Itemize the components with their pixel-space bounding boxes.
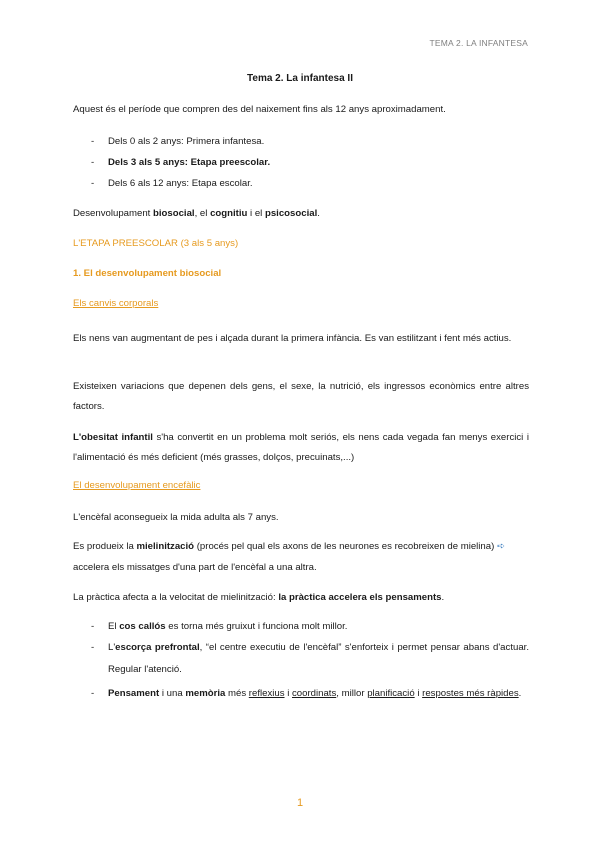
list-bullet: - — [91, 157, 95, 168]
paragraph-practice: La pràctica afecta a la velocitat de mielinització: la pràctica accelera els pensaments. — [73, 592, 445, 603]
paragraph-growth: Els nens van augmentant de pes i alçada durant la primera infància. Es van estilitzant i fent més actius. — [73, 333, 512, 344]
paragraph-brain-size: L'encèfal aconsegueix la mida adulta als 7 anys. — [73, 512, 279, 523]
stage-item-3: Dels 6 als 12 anys: Etapa escolar. — [108, 178, 253, 189]
bullet-corpus-callosum: El cos callós es torna més gruixut i funciona molt millor. — [108, 621, 348, 632]
section-heading: L'ETAPA PREESCOLAR (3 als 5 anys) — [73, 238, 239, 249]
list-bullet: - — [91, 688, 95, 699]
paragraph-variations: Existeixen variacions que depenen dels gens, el sexe, la nutrició, els ingressos econòmics entre altres factors. — [73, 381, 529, 412]
stage-item-2: Dels 3 als 5 anys: Etapa preescolar. — [108, 157, 271, 168]
list-bullet: - — [91, 642, 95, 653]
list-bullet: - — [91, 136, 95, 147]
heading-brain-development: El desenvolupament encefàlic — [73, 480, 201, 491]
list-bullet: - — [91, 178, 95, 189]
bullet-prefrontal-cortex: L'escorça prefrontal, “el centre executiu de l'encèfal” s'enforteix i permet pensar abans d'actuar. Regular l'atenció. — [108, 642, 529, 675]
stage-item-1: Dels 0 als 2 anys: Primera infantesa. — [108, 136, 265, 147]
page-title: Tema 2. La infantesa II — [247, 73, 353, 84]
arrow-icon: ➪ — [496, 541, 506, 552]
page-number: 1 — [296, 797, 304, 809]
running-header: TEMA 2. LA INFANTESA — [429, 38, 528, 48]
development-paragraph: Desenvolupament biosocial, el cognitiu i el psicosocial. — [73, 208, 320, 219]
heading-bodily-changes: Els canvis corporals — [73, 298, 159, 309]
paragraph-myelination-line2: accelera els missatges d'una part de l'encèfal a una altra. — [73, 562, 317, 573]
paragraph-myelination: Es produeix la mielinització (procés pel qual els axons de les neurones es recobreixen de mielina) ➪ — [73, 541, 506, 552]
list-bullet: - — [91, 621, 95, 632]
bullet-thinking-memory: Pensament i una memòria més reflexius i coordinats, millor planificació i respostes més ràpides. — [108, 688, 522, 699]
paragraph-obesity: L'obesitat infantil s'ha convertit en un problema molt seriós, els nens cada vegada fan menys exercici i l'alimentació és més deficient (més grasses, dolços, precuinats,...) — [73, 432, 529, 463]
intro-paragraph: Aquest és el període que compren des del naixement fins als 12 anys aproximadament. — [73, 104, 446, 115]
subsection-heading: 1. El desenvolupament biosocial — [73, 268, 222, 279]
